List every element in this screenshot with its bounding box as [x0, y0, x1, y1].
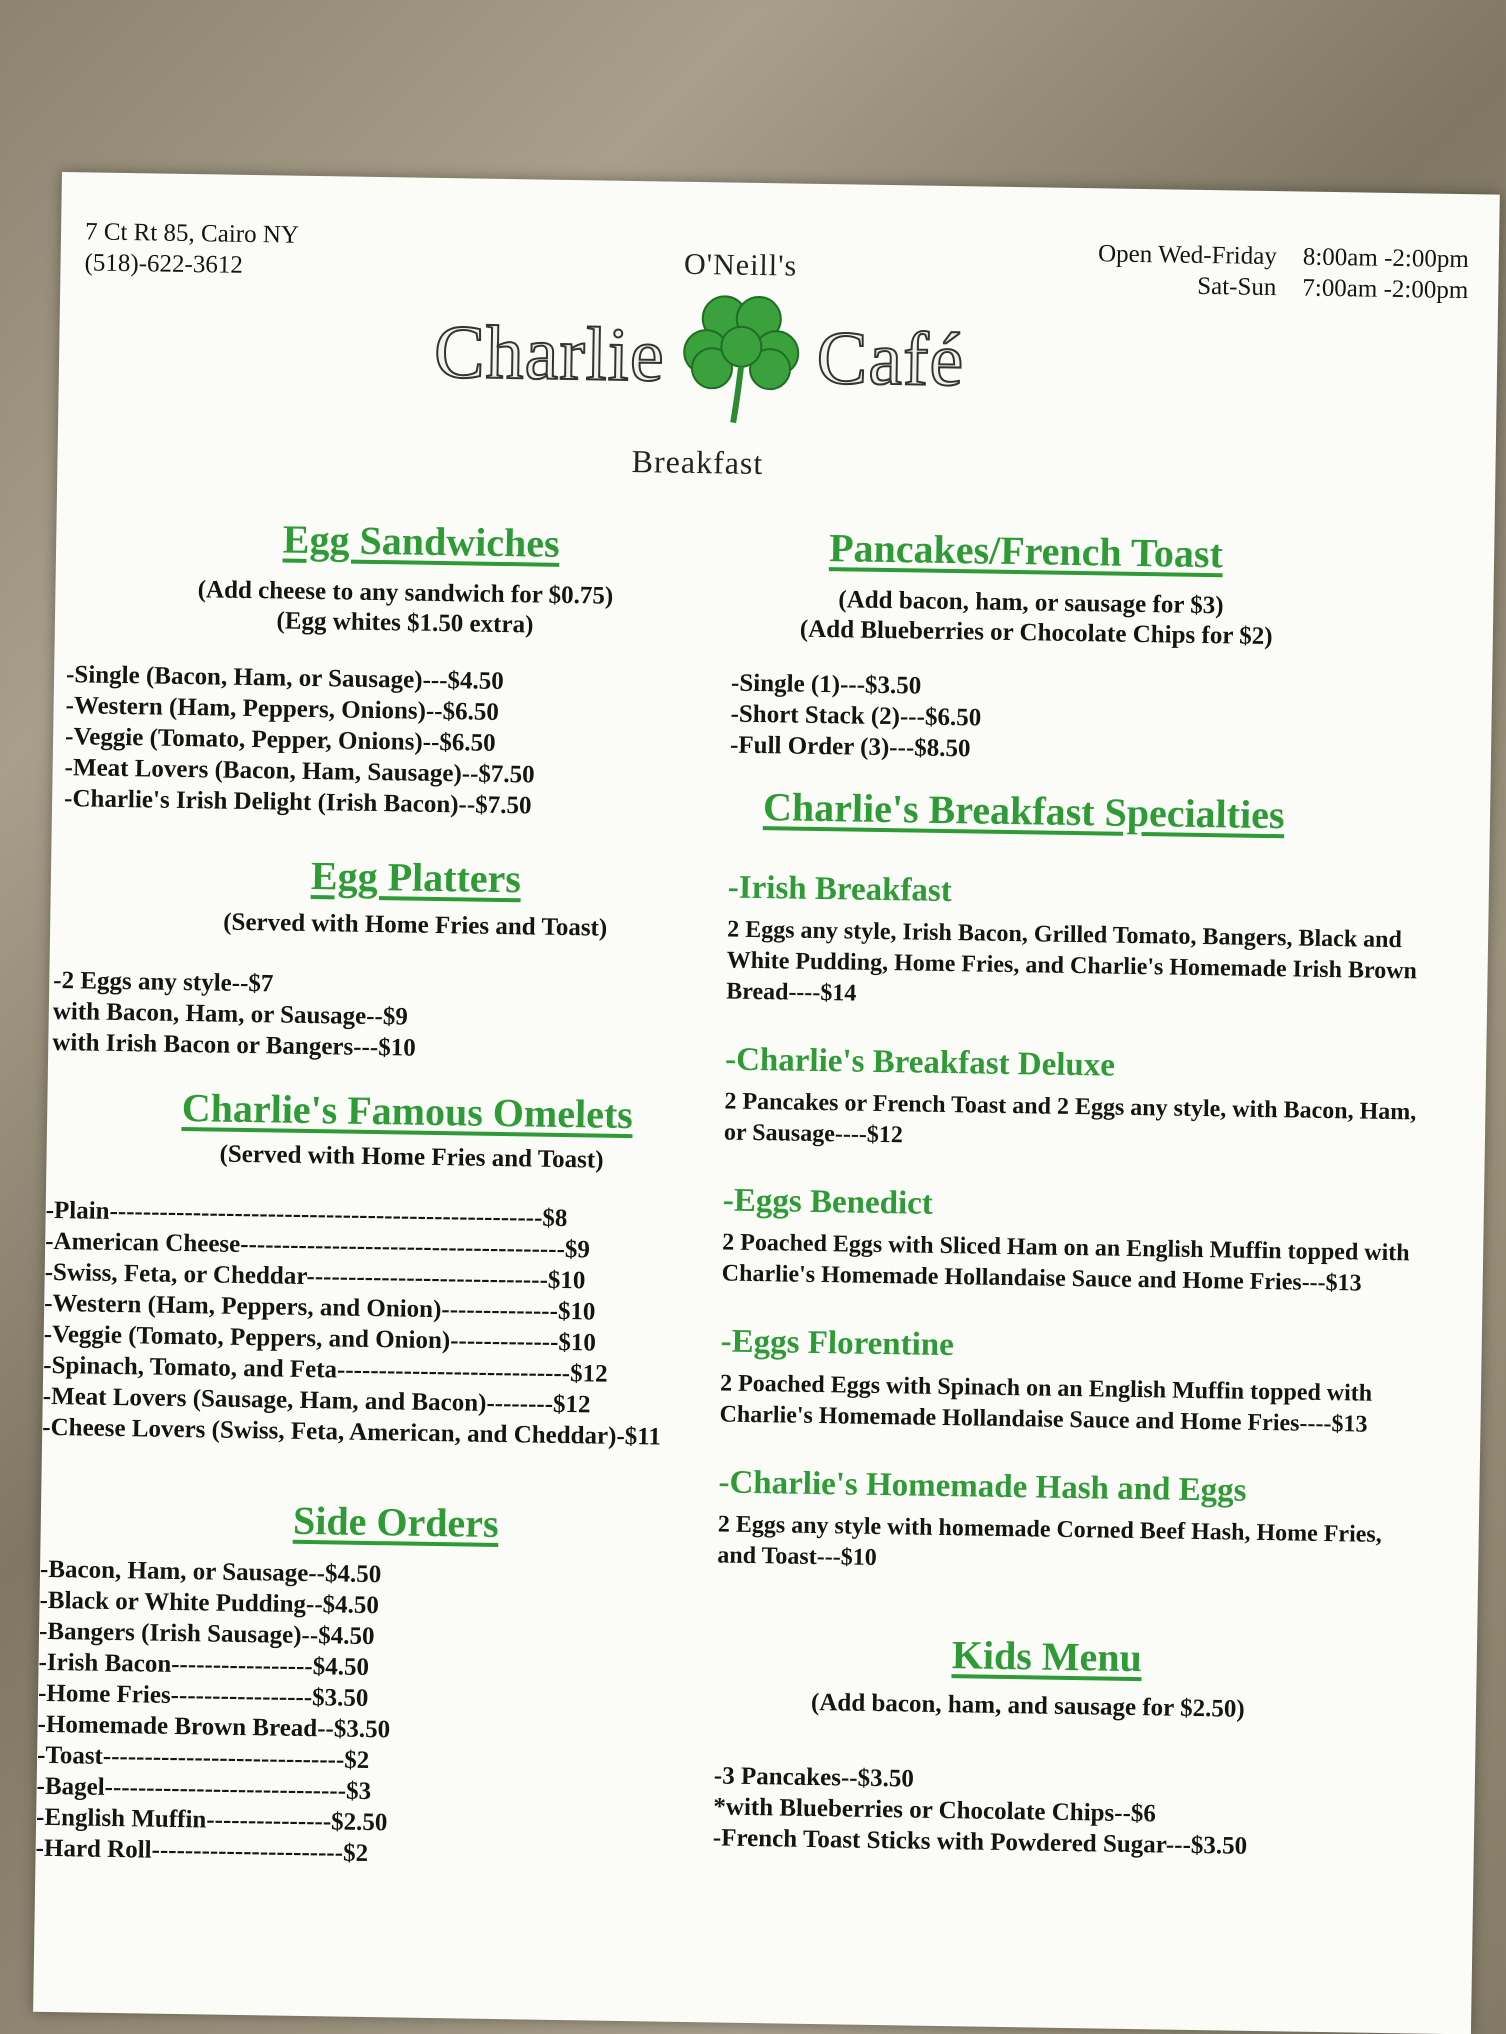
kids-menu-heading: Kids Menu	[951, 1632, 1143, 1681]
brand-oneills: O'Neill's	[683, 247, 798, 283]
brand-name-row	[338, 280, 1060, 431]
egg-sandwiches-note: (Add cheese to any sandwich for $0.75)	[197, 576, 614, 610]
egg-sandwich-item: -Western (Ham, Peppers, Onions)--$6.50	[65, 692, 500, 726]
brand-charlie: Charlie	[433, 309, 666, 397]
specialty-desc: 2 Eggs any style with homemade Corned Beef Hash, Home Fries, and Toast---$10	[717, 1511, 1382, 1571]
egg-platters-heading: Egg Platters	[310, 853, 522, 902]
phone: (518)-622-3612	[84, 249, 244, 279]
omelet-item: -Veggie (Tomato, Peppers, and Onion)-------------$10	[43, 1320, 597, 1357]
left-column	[35, 512, 756, 1875]
side-order-item: -Home Fries-----------------$3.50	[37, 1679, 369, 1712]
egg-platter-item: with Irish Bacon or Bangers---$10	[52, 1028, 416, 1062]
side-order-item: -Black or White Pudding--$4.50	[39, 1586, 380, 1620]
egg-sandwich-item: -Veggie (Tomato, Pepper, Onions)--$6.50	[64, 723, 496, 757]
egg-sandwiches-note: (Egg whites $1.50 extra)	[276, 607, 534, 639]
brand-logo	[337, 242, 1061, 486]
side-order-item: -English Muffin---------------$2.50	[35, 1803, 388, 1837]
egg-sandwiches-heading: Egg Sandwiches	[282, 516, 560, 566]
hours-time: 8:00am -2:00pm	[1302, 243, 1470, 274]
specialty-name: -Eggs Florentine	[720, 1323, 955, 1364]
egg-sandwich-item: -Single (Bacon, Ham, or Sausage)---$4.50	[65, 661, 504, 696]
side-order-item: -Bacon, Ham, or Sausage--$4.50	[39, 1555, 382, 1589]
egg-platter-item: -2 Eggs any style--$7	[53, 966, 274, 998]
kids-item: -3 Pancakes--$3.50	[713, 1762, 915, 1793]
side-order-item: -Homemade Brown Bread--$3.50	[37, 1710, 391, 1744]
hours-row	[1098, 238, 1469, 275]
omelet-item: -Meat Lovers (Sausage, Ham, and Bacon)--------$12	[42, 1382, 591, 1419]
hours-time: 7:00am -2:00pm	[1302, 274, 1469, 305]
kids-item: -French Toast Sticks with Powdered Sugar---$3.50	[712, 1824, 1248, 1860]
specialties-heading: Charlie's Breakfast Specialties	[762, 784, 1285, 838]
egg-sandwich-item: -Meat Lovers (Bacon, Ham, Sausage)--$7.50	[64, 754, 535, 789]
omelets-note: (Served with Home Fries and Toast)	[219, 1140, 604, 1174]
hours-days: Sat-Sun	[1196, 272, 1277, 302]
side-order-item: -Toast-----------------------------$2	[36, 1741, 370, 1775]
egg-platter-item: with Bacon, Ham, or Sausage--$9	[52, 997, 409, 1031]
pancakes-note: (Add bacon, ham, or sausage for $3)	[838, 586, 1224, 620]
omelet-item: -Plain----------------------------------------------------$8	[45, 1196, 568, 1233]
specialty-desc: 2 Pancakes or French Toast and 2 Eggs any style, with Bacon, Ham, or Sausage----$12	[723, 1088, 1417, 1149]
specialty-name: -Irish Breakfast	[727, 869, 953, 910]
contact-block	[84, 216, 299, 281]
egg-platters-note: (Served with Home Fries and Toast)	[223, 908, 608, 942]
specialty-name: -Charlie's Breakfast Deluxe	[724, 1041, 1116, 1084]
side-order-item: -Bangers (Irish Sausage)--$4.50	[38, 1617, 375, 1651]
omelet-item: -American Cheese---------------------------------------$9	[44, 1227, 591, 1264]
omelet-item: -Swiss, Feta, or Cheddar-----------------------------$10	[44, 1258, 586, 1295]
pancake-item: -Full Order (3)---$8.50	[729, 731, 971, 763]
pancakes-note: (Add Blueberries or Chocolate Chips for $2)	[799, 615, 1273, 651]
egg-sandwich-item: -Charlie's Irish Delight (Irish Bacon)--$7.50	[63, 785, 532, 820]
menu-paper	[33, 172, 1500, 2034]
kids-item: *with Blueberries or Chocolate Chips--$6	[713, 1793, 1157, 1828]
omelets-heading: Charlie's Famous Omelets	[181, 1084, 634, 1138]
side-orders-heading: Side Orders	[292, 1497, 499, 1547]
side-order-item: -Irish Bacon-----------------$4.50	[38, 1648, 370, 1682]
kids-menu-note: (Add bacon, ham, and sausage for $2.50)	[810, 1688, 1245, 1723]
specialty-desc: 2 Poached Eggs with Spinach on an English Muffin topped with Charlie's Homemade Hollandaise Sauce and Home Fries----$13	[719, 1370, 1373, 1438]
hours-days: Open Wed-Friday	[1097, 240, 1278, 271]
specialty-name: -Charlie's Homemade Hash and Eggs	[718, 1464, 1247, 1509]
omelet-item: -Western (Ham, Peppers, and Onion)--------------$10	[44, 1289, 596, 1326]
omelet-item: -Spinach, Tomato, and Feta----------------------------$12	[43, 1351, 608, 1388]
pancake-item: -Single (1)---$3.50	[730, 669, 922, 700]
address: 7 Ct Rt 85, Cairo NY	[84, 218, 300, 249]
side-order-item: -Hard Roll-----------------------$2	[35, 1834, 369, 1868]
menu-section-breakfast: Breakfast	[631, 442, 764, 482]
side-order-item: -Bagel-----------------------------$3	[36, 1772, 372, 1806]
pancake-item: -Short Stack (2)---$6.50	[730, 700, 982, 732]
specialty-desc: 2 Eggs any style, Irish Bacon, Grilled Tomato, Bangers, Black and White Pudding, Home Fries, and Charlie's Homemade Irish Brown Bread----$14	[726, 916, 1418, 1007]
shamrock-icon	[674, 286, 808, 428]
hours-row	[1097, 269, 1468, 306]
right-column	[691, 522, 1472, 1865]
pancakes-heading: Pancakes/French Toast	[828, 525, 1224, 577]
brand-cafe: Café	[816, 315, 965, 402]
specialty-name: -Eggs Benedict	[722, 1182, 934, 1222]
omelet-item: -Cheese Lovers (Swiss, Feta, American, and Cheddar)-$11	[42, 1413, 662, 1451]
hours-block	[1097, 238, 1469, 306]
specialty-desc: 2 Poached Eggs with Sliced Ham on an English Muffin topped with Charlie's Homemade Hollandaise Sauce and Home Fries---$13	[721, 1229, 1410, 1297]
